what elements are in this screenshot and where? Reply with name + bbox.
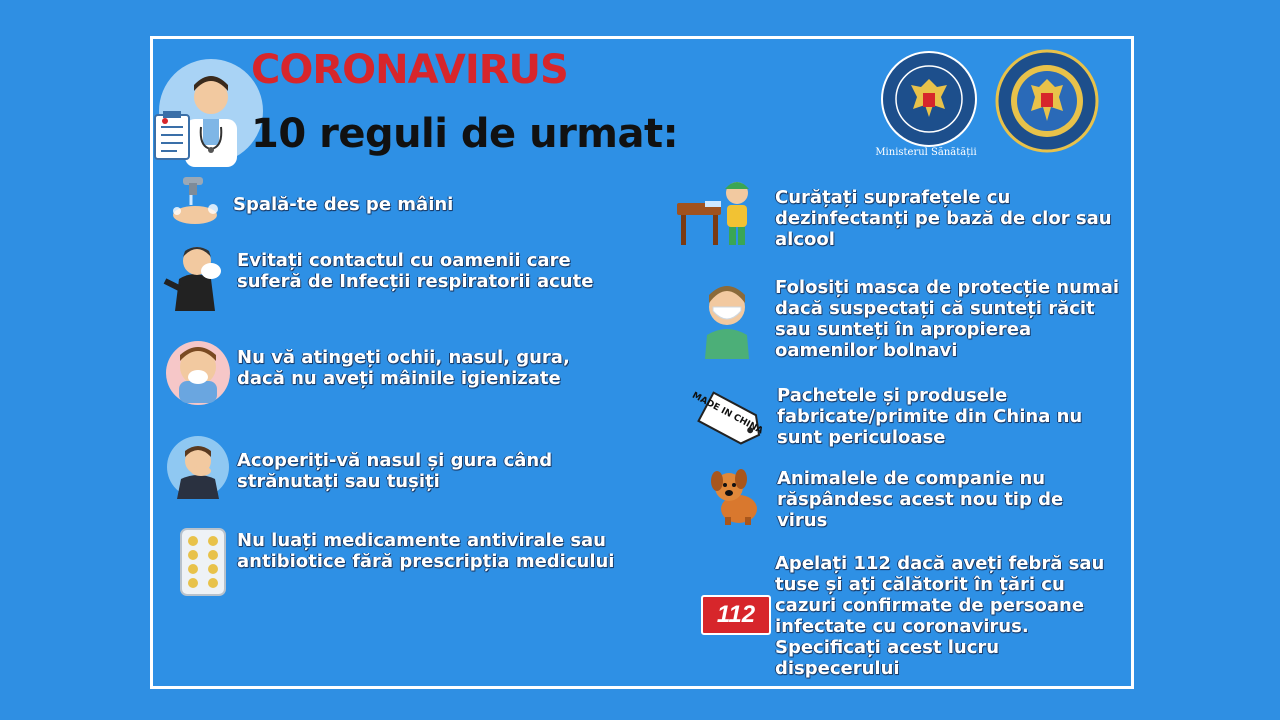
- rule-left-3: Nu vă atingeți ochii, nasul, gura, dacă nu aveți mâinile igienizate: [237, 347, 570, 389]
- pills-icon: [179, 527, 227, 597]
- man-coughing-icon: [165, 435, 231, 499]
- boy-sneezing-icon: [165, 337, 231, 409]
- rule-left-1: Spală-te des pe mâini: [233, 194, 454, 215]
- rule-left-5: Nu luați medicamente antivirale sau antibiotice fără prescripția medicului: [237, 530, 615, 572]
- boy-cleaning-icon: [675, 175, 755, 249]
- page-subtitle: 10 reguli de urmat:: [251, 111, 679, 157]
- hand-washing-icon: [165, 173, 225, 227]
- rule-right-4: Animalele de companie nu răspândesc acest nou tip de virus: [777, 468, 1064, 531]
- sick-man-icon: [163, 241, 229, 311]
- made-in-china-tag-text: MADE IN CHINA: [690, 390, 765, 437]
- masked-boy-icon: [701, 273, 753, 359]
- emergency-department-seal-icon: [995, 49, 1099, 153]
- rule-right-5: Apelați 112 dacă aveți febră sau tuse și ați călătorit în țări cu cazuri confirmate de persoane infectate cu coronavirus. Specificați acest lucru dispecerului: [775, 553, 1105, 679]
- rule-right-2: Folosiți masca de protecție numai dacă suspectați că sunteți răcit sau sunteți în apropierea oamenilor bolnavi: [775, 277, 1120, 361]
- rule-right-3: Pachetele și produsele fabricate/primite din China nu sunt periculoase: [777, 385, 1083, 448]
- rule-left-4: Acoperiți-vă nasul și gura când strănutați sau tușiți: [237, 450, 553, 492]
- emergency-112-icon: 112: [701, 595, 771, 635]
- rule-right-1: Curățați suprafețele cu dezinfectanți pe bază de clor sau alcool: [775, 187, 1112, 250]
- dog-icon: [707, 465, 765, 527]
- rule-left-2: Evitați contactul cu oamenii care suferă de Infecții respiratorii acute: [237, 250, 594, 292]
- made-in-china-tag-icon: [689, 383, 769, 455]
- page-title: CORONAVIRUS: [251, 47, 568, 93]
- infographic-poster: [150, 36, 1134, 689]
- doctor-icon: [153, 57, 263, 169]
- ministry-label: Ministerul Sănătății: [875, 147, 977, 158]
